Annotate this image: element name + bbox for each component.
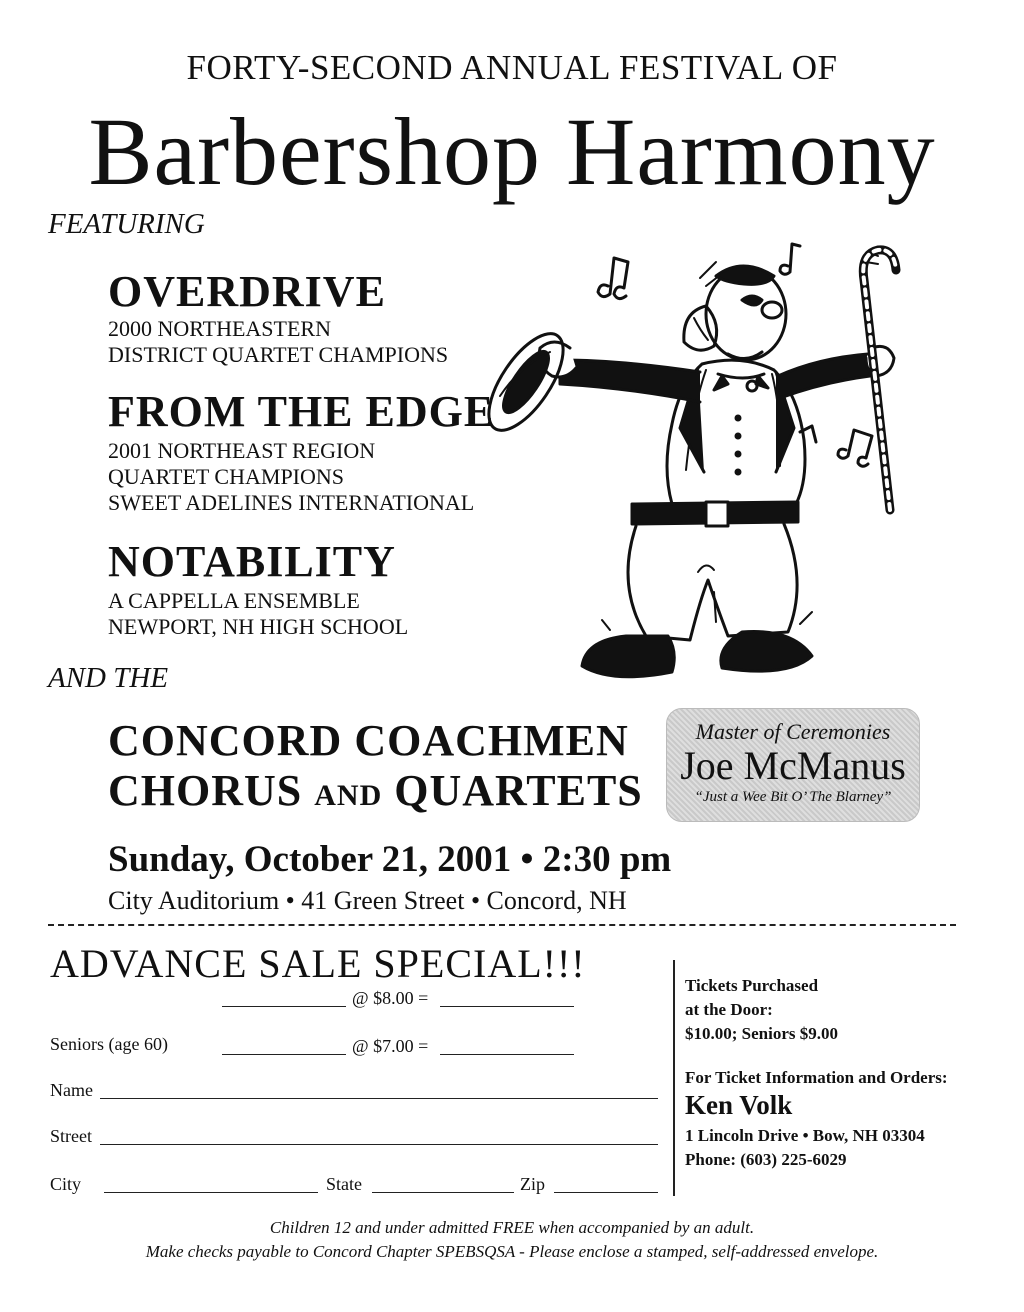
adult-quantity-field[interactable]	[222, 1006, 346, 1007]
group-notability-name: NOTABILITY	[108, 537, 396, 586]
music-note-icon	[780, 244, 800, 274]
door-price-info	[685, 974, 838, 1046]
singer-head	[684, 266, 786, 360]
street-label: Street	[50, 1126, 92, 1146]
group-overdrive-line2: DISTRICT QUARTET CHAMPIONS	[108, 342, 449, 367]
seniors-label: Seniors (age 60)	[50, 1034, 168, 1054]
headliner-line1: CONCORD COACHMEN	[108, 716, 629, 765]
form-column-divider	[673, 960, 675, 1196]
singer-pants	[628, 502, 798, 640]
street-field[interactable]	[100, 1144, 658, 1145]
headliner-and: AND	[314, 779, 383, 812]
group-from-the-edge-line1: 2001 NORTHEAST REGION	[108, 438, 376, 463]
state-field[interactable]	[372, 1192, 514, 1193]
group-from-the-edge-line2: QUARTET CHAMPIONS	[108, 464, 345, 489]
event-venue: City Auditorium • 41 Green Street • Concord, NH	[108, 886, 627, 915]
group-from-the-edge-name: FROM THE EDGE	[108, 387, 495, 436]
city-field[interactable]	[104, 1192, 318, 1193]
contact-phone: Phone: (603) 225-6029	[685, 1150, 847, 1169]
event-date-time: Sunday, October 21, 2001 • 2:30 pm	[108, 839, 672, 880]
music-note-icon	[800, 426, 872, 466]
senior-total-field[interactable]	[440, 1054, 574, 1055]
group-overdrive-name: OVERDRIVE	[108, 267, 386, 316]
footer-children-note: Children 12 and under admitted FREE when accompanied by an adult.	[269, 1218, 755, 1237]
footer-checks-note: Make checks payable to Concord Chapter SPEBSQSA - Please enclose a stamped, self-addressed envelope.	[145, 1242, 879, 1261]
advance-sale-heading: ADVANCE SALE SPECIAL!!!	[50, 941, 586, 986]
music-note-icon	[598, 258, 628, 299]
headliner-chorus: CHORUS	[108, 766, 315, 815]
page-title: Barbershop Harmony	[88, 98, 936, 205]
and-the-label: AND THE	[48, 662, 169, 694]
barbershop-singer-illustration	[470, 236, 920, 686]
door-info-line1: Tickets Purchased	[685, 976, 819, 995]
group-overdrive-line1: 2000 NORTHEASTERN	[108, 316, 331, 341]
contact-address: 1 Lincoln Drive • Bow, NH 03304	[685, 1126, 925, 1145]
group-notability-line1: A CAPPELLA ENSEMBLE	[108, 588, 360, 613]
group-overdrive-desc	[108, 316, 448, 368]
contact-name: Ken Volk	[685, 1090, 793, 1120]
group-notability-line2: NEWPORT, NH HIGH SCHOOL	[108, 614, 409, 639]
group-from-the-edge-desc	[108, 438, 474, 516]
zip-field[interactable]	[554, 1192, 658, 1193]
door-info-line3: $10.00; Seniors $9.00	[685, 1024, 838, 1043]
singer-arms	[539, 342, 894, 402]
festival-subtitle: FORTY-SECOND ANNUAL FESTIVAL OF	[186, 48, 838, 87]
singer-shoes	[582, 612, 812, 677]
featuring-label: FEATURING	[48, 208, 205, 240]
adult-price-label: @ $8.00 =	[352, 988, 429, 1008]
name-field[interactable]	[100, 1098, 658, 1099]
mc-quote: “Just a Wee Bit O’ The Blarney”	[694, 789, 892, 805]
senior-quantity-field[interactable]	[222, 1054, 346, 1055]
zip-label: Zip	[520, 1174, 545, 1194]
senior-price-label: @ $7.00 =	[352, 1036, 429, 1056]
name-label: Name	[50, 1080, 93, 1100]
headliner	[108, 716, 643, 821]
headliner-quartets: QUARTETS	[382, 766, 643, 815]
mc-name: Joe McManus	[680, 743, 906, 788]
mc-title: Master of Ceremonies	[695, 719, 891, 744]
group-from-the-edge-line3: SWEET ADELINES INTERNATIONAL	[108, 490, 475, 515]
master-of-ceremonies-box	[666, 708, 920, 822]
candy-cane	[863, 250, 896, 510]
headliner-line2	[108, 766, 643, 821]
city-label: City	[50, 1174, 82, 1194]
adult-total-field[interactable]	[440, 1006, 574, 1007]
cut-line-divider	[48, 924, 956, 926]
state-label: State	[326, 1174, 362, 1194]
group-notability-desc	[108, 588, 408, 640]
door-info-line2: at the Door:	[685, 1000, 773, 1019]
contact-heading: For Ticket Information and Orders:	[685, 1068, 948, 1087]
